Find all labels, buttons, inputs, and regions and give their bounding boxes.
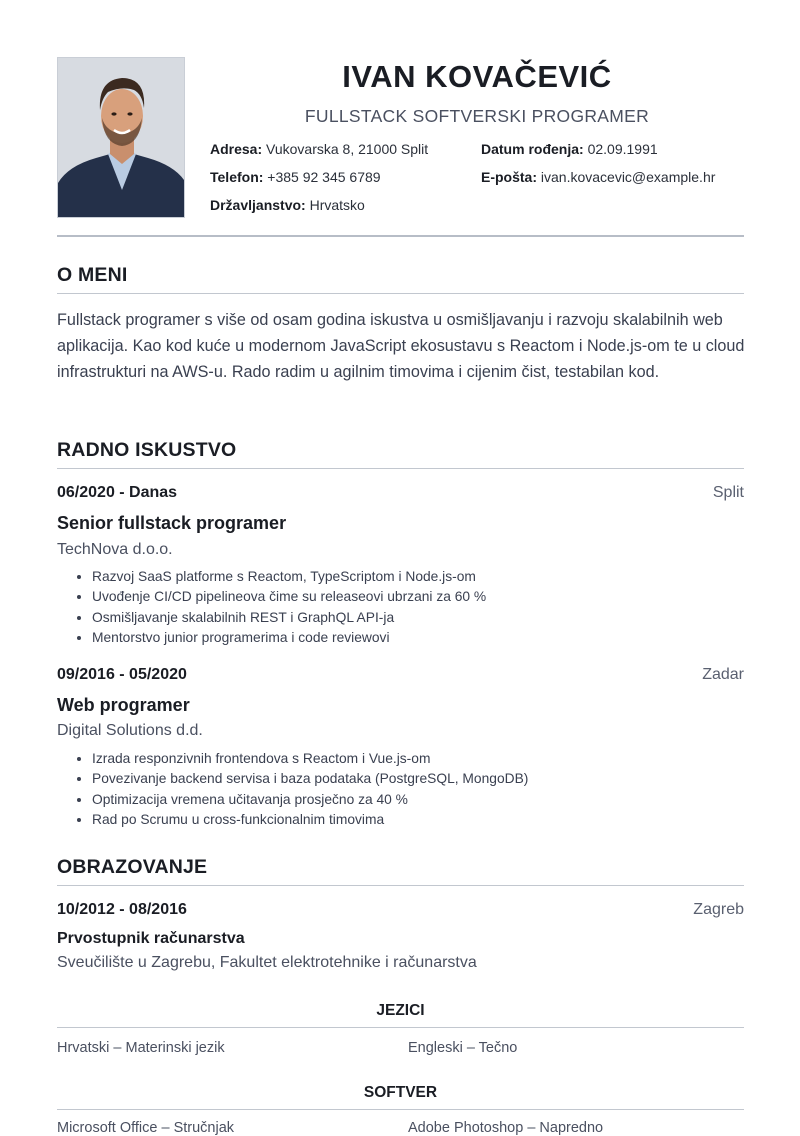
education-dates: 10/2012 - 08/2016 [57, 901, 187, 918]
list-item: • Mentorstvo junior programerima i code reviewovi [92, 628, 486, 648]
job-company: Digital Solutions d.d. [57, 722, 203, 739]
education-school: Sveučilište u Zagrebu, Fakultet elektrotehnike i računarstva [57, 954, 477, 971]
languages-title: JEZICI [376, 1002, 425, 1019]
citizenship-label: Državljanstvo: [210, 197, 306, 213]
job-company: TechNova d.o.o. [57, 541, 173, 558]
education-header [57, 901, 744, 919]
header-divider [57, 235, 744, 237]
contact-citizenship [210, 197, 365, 213]
language-item: Hrvatski – Materinski jezik [57, 1040, 225, 1056]
person-name: IVAN KOVAČEVIĆ [342, 59, 612, 94]
experience-divider [57, 468, 744, 469]
job-title: Web programer [57, 695, 190, 715]
language-item: Engleski – Tečno [408, 1040, 518, 1056]
job-2-bullets [57, 749, 528, 830]
about-text: Fullstack programer s više od osam godina iskustva u osmišljavanju i razvoju skalabilnih web aplikacija. Kao kod kuće u modernom JavaScript ekosustavu s Reactom i Node.js-om te u cloud infrastrukturi na AWS-u. Rado radim u agilnim timovima i cijenim čist, testabilan kod. [57, 311, 745, 381]
software-title: SOFTVER [363, 1084, 438, 1101]
education-title: OBRAZOVANJE [57, 856, 208, 878]
about-title: O MENI [57, 264, 128, 286]
education-place: Zagreb [693, 901, 744, 918]
about-divider [57, 293, 744, 294]
list-item: • Rad po Scrumu u cross-funkcionalnim timovima [92, 810, 528, 830]
list-item: • Osmišljavanje skalabilnih REST i GraphQL API-ja [92, 608, 486, 628]
header-info [210, 57, 744, 213]
contact-email [481, 169, 715, 185]
job-1-header [57, 484, 744, 502]
education-divider [57, 885, 744, 886]
job-title: Senior fullstack programer [57, 513, 287, 533]
contact-phone [210, 169, 381, 185]
software-divider [57, 1109, 744, 1110]
profile-photo [57, 57, 185, 218]
email-label: E-pošta: [481, 169, 537, 185]
job-place: Zadar [702, 666, 744, 683]
experience-title: RADNO ISKUSTVO [57, 439, 237, 461]
contact-address [210, 141, 428, 157]
dob-label: Datum rođenja: [481, 141, 584, 157]
list-item: • Povezivanje backend servisa i baza podataka (PostgreSQL, MongoDB) [92, 769, 528, 789]
list-item: • Uvođenje CI/CD pipelineova čime su releaseovi ubrzani za 60 % [92, 587, 486, 607]
education-degree: Prvostupnik računarstva [57, 930, 245, 947]
job-role: FULLSTACK SOFTVERSKI PROGRAMER [304, 106, 650, 126]
list-item: • Razvoj SaaS platforme s Reactom, TypeScriptom i Node.js-om [92, 567, 486, 587]
job-place: Split [712, 484, 744, 501]
job-1-bullets [57, 567, 486, 648]
languages-divider [57, 1027, 744, 1028]
software-item: Microsoft Office – Stručnjak [57, 1120, 235, 1136]
list-item: • Izrada responzivnih frontendova s Reactom i Vue.js-om [92, 749, 528, 769]
job-2-header [57, 666, 744, 684]
phone-label: Telefon: [210, 169, 264, 185]
phone-value: +385 92 345 6789 [267, 169, 381, 185]
email-value[interactable]: ivan.kovacevic@example.hr [540, 169, 716, 185]
job-dates: 09/2016 - 05/2020 [57, 666, 187, 683]
contact-dob [481, 141, 658, 157]
list-item: • Optimizacija vremena učitavanja prosječno za 40 % [92, 790, 528, 810]
dob-value: 02.09.1991 [587, 141, 658, 157]
address-value: Vukovarska 8, 21000 Split [266, 141, 429, 157]
address-label: Adresa: [210, 141, 263, 157]
citizenship-value: Hrvatsko [309, 197, 365, 213]
job-dates: 06/2020 - Danas [57, 484, 178, 501]
software-item: Adobe Photoshop – Napredno [408, 1120, 604, 1136]
